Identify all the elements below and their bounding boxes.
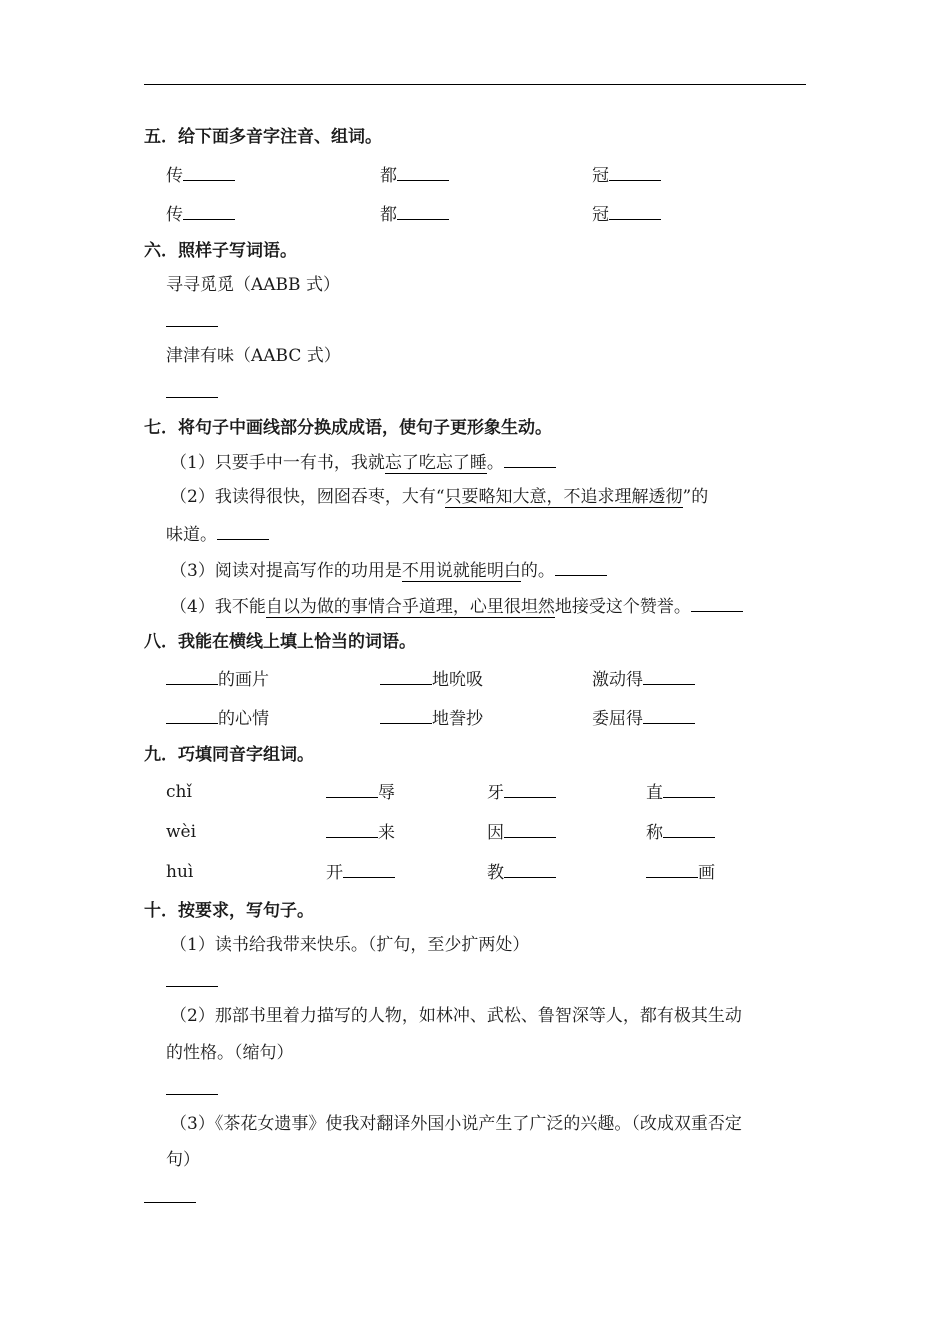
answer-blank[interactable] [183, 203, 235, 220]
answer-blank[interactable] [504, 821, 556, 838]
s7-question-3: （3）阅读对提高写作的功用是不用说就能明白的。 [170, 559, 607, 582]
s6-example-1: 寻寻觅觅（AABB 式） [166, 275, 340, 295]
answer-blank[interactable] [609, 203, 661, 220]
answer-blank[interactable] [643, 668, 695, 685]
answer-blank[interactable] [217, 523, 269, 540]
answer-blank[interactable] [691, 595, 743, 612]
s8-item: 激动得 [592, 668, 695, 691]
answer-blank[interactable] [326, 781, 378, 798]
s8-item: 地吮吸 [380, 668, 483, 691]
s6-answer-1 [166, 310, 218, 333]
s9-item: 开 [326, 861, 395, 884]
s5-item: 冠 [592, 164, 661, 187]
s10-answer-3 [144, 1186, 196, 1209]
answer-blank[interactable] [326, 821, 378, 838]
answer-blank[interactable] [504, 451, 556, 468]
answer-blank[interactable] [380, 707, 432, 724]
s10-question-3-cont: 句） [166, 1150, 200, 1170]
s9-item: 因 [487, 821, 556, 844]
section-8-title: 八．我能在横线上填上恰当的词语。 [144, 632, 416, 652]
answer-blank[interactable] [166, 668, 218, 685]
s7-question-2: （2）我读得很快，囫囵吞枣，大有“只要略知大意，不追求理解透彻”的 [170, 487, 709, 507]
answer-blank[interactable] [166, 381, 218, 398]
answer-blank[interactable] [504, 781, 556, 798]
s5-item: 都 [380, 164, 449, 187]
answer-blank[interactable] [380, 668, 432, 685]
header-rule [144, 84, 806, 85]
s8-item: 委屈得 [592, 707, 695, 730]
section-10-title: 十．按要求，写句子。 [144, 901, 314, 921]
s9-item: 教 [487, 861, 556, 884]
s9-item: 来 [326, 821, 395, 844]
answer-blank[interactable] [504, 861, 556, 878]
s9-item: 称 [646, 821, 715, 844]
s6-answer-2 [166, 381, 218, 404]
s6-example-2: 津津有味（AABC 式） [166, 346, 341, 366]
s9-item: 牙 [487, 781, 556, 804]
s5-item: 都 [380, 203, 449, 226]
answer-blank[interactable] [166, 970, 218, 987]
s10-question-2-cont: 的性格。（缩句） [166, 1043, 294, 1063]
s9-pinyin: wèi [166, 822, 197, 842]
section-6-title: 六．照样子写词语。 [144, 241, 297, 261]
answer-blank[interactable] [663, 781, 715, 798]
s7-question-1: （1）只要手中一有书，我就忘了吃忘了睡。 [170, 451, 556, 474]
answer-blank[interactable] [555, 559, 607, 576]
section-9-title: 九．巧填同音字组词。 [144, 745, 314, 765]
answer-blank[interactable] [166, 310, 218, 327]
answer-blank[interactable] [166, 1078, 218, 1095]
s10-question-2: （2）那部书里着力描写的人物，如林冲、武松、鲁智深等人，都有极其生动 [170, 1006, 742, 1026]
section-7-title: 七．将句子中画线部分换成成语，使句子更形象生动。 [144, 418, 552, 438]
s9-pinyin: huì [166, 862, 194, 882]
answer-blank[interactable] [183, 164, 235, 181]
s8-item: 地誊抄 [380, 707, 483, 730]
answer-blank[interactable] [663, 821, 715, 838]
s10-answer-2 [166, 1078, 218, 1101]
s10-question-1: （1）读书给我带来快乐。（扩句，至少扩两处） [170, 935, 530, 955]
s5-item: 传 [166, 203, 235, 226]
s9-item: 直 [646, 781, 715, 804]
answer-blank[interactable] [343, 861, 395, 878]
section-5-title: 五．给下面多音字注音、组词。 [144, 127, 382, 147]
answer-blank[interactable] [397, 203, 449, 220]
s9-pinyin: chǐ [166, 782, 192, 802]
s10-question-3: （3）《茶花女遗事》使我对翻译外国小说产生了广泛的兴趣。（改成双重否定 [170, 1114, 742, 1134]
s8-item: 的画片 [166, 668, 269, 691]
s7-question-4: （4）我不能自以为做的事情合乎道理，心里很坦然地接受这个赞誉。 [170, 595, 743, 618]
answer-blank[interactable] [397, 164, 449, 181]
answer-blank[interactable] [609, 164, 661, 181]
s8-item: 的心情 [166, 707, 269, 730]
answer-blank[interactable] [643, 707, 695, 724]
s5-item: 传 [166, 164, 235, 187]
s5-item: 冠 [592, 203, 661, 226]
answer-blank[interactable] [166, 707, 218, 724]
answer-blank[interactable] [646, 861, 698, 878]
s9-item: 辱 [326, 781, 395, 804]
s7-question-2-cont: 味道。 [166, 523, 269, 546]
answer-blank[interactable] [144, 1186, 196, 1203]
s9-item: 画 [646, 861, 715, 884]
s10-answer-1 [166, 970, 218, 993]
